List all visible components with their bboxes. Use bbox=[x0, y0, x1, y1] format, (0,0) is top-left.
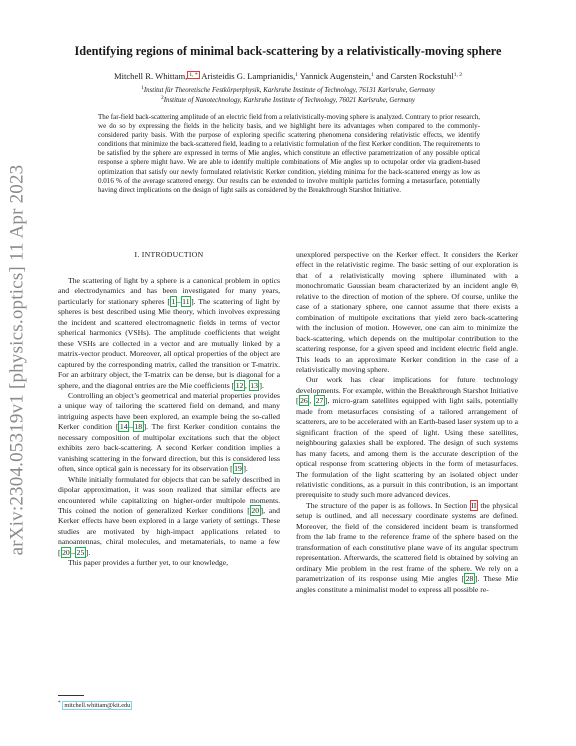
affiliation-mark: 2 bbox=[161, 95, 164, 101]
citation-link[interactable]: 13 bbox=[250, 380, 258, 390]
text-run: . The scattering of light by spheres is best described using Mie theory, which involves expressing the incident and scattered electromagnetic fields in terms of vector spherical harmonics (VSHs). The amplitude coefficients that weight these VSHs are collected in a vector and are mutually linked by a matrix-vector product. Moreover, all optical properties of the object are captured by the corresponding matrix, called the transition or T-matrix. For an arbitrary object, the T-matrix can be dense, but is diagonal for a sphere, and the diagonal entries are the Mie coefficients bbox=[58, 296, 281, 390]
left-column bbox=[58, 250, 280, 569]
citation-link[interactable]: 14 bbox=[119, 422, 128, 432]
text-run: , and Kerker effects have been explored in a large variety of settings. These studies are motivated by high-impact applications related to nanoantennas, chiral molecules, and metamaterials, to name a few bbox=[58, 505, 280, 547]
affiliation-text: Institut für Theoretische Festkörperphysik, Karlsruhe Institute of Technology, 76131 Karlsruhe, Germany bbox=[143, 87, 435, 94]
text-run: Our work has clear implications for future technology developments. For example, within the Breakthrough Starshot Initiative bbox=[296, 375, 518, 395]
text-run: the physical setup is outlined, and all necessary coordinate systems are defined. Moreover, the field of the considered incident beam is transformed from the lab frame to the reference frame of the sphere based on the transformation of each constitutive plane wave of its angular spectrum representation. Afterwards, the scattered field is obtained by solving an ordinary Mie problem in the rest frame of the sphere. We rely on a parametrization of its response using Mie angles bbox=[296, 500, 518, 584]
citation-link[interactable]: 1 bbox=[171, 296, 176, 306]
paragraph: The structure of the paper is as follows. In Section II the physical setup is outlined, and all necessary coordinate systems are defined. Moreover, the field of the considered incident beam is transformed from the lab frame to the reference frame of the sphere based on the transformation of each constitutive plane wave of its angular spectrum representation. Afterwards, the scattered field is obtained by solving an ordinary Mie problem in the rest frame of the sphere. We rely on a parametrization of its response using Mie angles [ 28 ]. These Mie angles constitute a minimalist model to express all possible re- bbox=[296, 500, 518, 594]
citation-link[interactable]: 19 bbox=[234, 464, 242, 474]
citation-link[interactable]: 27 bbox=[315, 396, 324, 406]
text-run: Controlling an object’s geometrical and material properties provides a unique way of tailoring the scattered field on demand, and many intriguing aspects have been explored, an example being the so-called Kerker condition bbox=[58, 390, 280, 432]
author-name: and Carsten Rockstuhl bbox=[373, 71, 454, 81]
footnote-mark: * bbox=[58, 700, 61, 706]
paragraph: This paper provides a further yet, to our knowledge, bbox=[68, 558, 229, 568]
text-run: The structure of the paper is as follows. In Section bbox=[306, 500, 470, 510]
author-name: Mitchell R. Whittam, bbox=[113, 71, 188, 81]
arxiv-identifier-sidebar bbox=[6, 120, 28, 600]
paragraph: unexplored perspective on the Kerker effect. It considers the Kerker effect in the relativistic regime. The basic setting of our exploration is that of a relativistically moving sphere illuminated with a monochromatic Gaussian beam characterized by an incident angle Θᵢ relative to the direction of motion of the sphere. Of course, unlike the case of a stationary sphere, one cannot assume that there exists a combination of multipole excitations that yield zero back-scattering with the inclusion of motion. However, one can aim to minimize the back-scattering, which depends on the multipolar contribution to the scattering response, for a given speed and incident electric field angle. This leads to an approximate Kerker condition in the case of a relativistically moving sphere. bbox=[296, 250, 518, 374]
paper-title: Identifying regions of minimal back-scattering by a relativistically-moving sphere bbox=[74, 44, 502, 58]
author-affiliation-mark[interactable]: 1, * bbox=[189, 72, 198, 78]
section-link[interactable]: II bbox=[471, 500, 477, 510]
text-run: While initially formulated for objects that can be safely described in dipolar approximation, it was soon realized that similar effects are encountered while capitalizing on higher-order multipole moments. This coined the notion of generalized Kerker conditions bbox=[58, 474, 280, 515]
author-affiliation-mark: 1, 2 bbox=[453, 72, 463, 78]
text-run: The scattering of light by a sphere is a canonical problem in optics and electrodynamics and has been investigated for many years, particularly for stationary spheres bbox=[58, 276, 280, 306]
footnote-divider bbox=[58, 695, 84, 696]
citation-link[interactable]: 25 bbox=[76, 547, 85, 557]
affiliation-2 bbox=[40, 94, 536, 105]
author-affiliation-mark: 1 bbox=[295, 72, 299, 78]
text-run: . The first Kerker condition contains the necessary composition of multipolar excitations such that the object exhibits zero back-scattering. A second Kerker condition implies a vanishing scattering in the forward direction, but this is considered less often, since optical gain is necessary for its observation bbox=[58, 422, 280, 474]
section-heading: I. INTRODUCTION bbox=[134, 250, 204, 259]
author-affiliation-mark: 1 bbox=[371, 72, 374, 78]
citation-link[interactable]: 26 bbox=[300, 396, 308, 406]
right-column bbox=[296, 250, 518, 595]
arxiv-identifier: arXiv:2304.05319v1 [physics.optics] 11 Apr 2023 bbox=[6, 164, 27, 556]
paragraph: While initially formulated for objects that can be safely described in dipolar approximation, it was soon realized that similar effects are encountered while capitalizing on higher-order multipole moments. This coined the notion of generalized Kerker conditions [ 20 ], and Kerker effects have been explored in a large variety of settings. These studies are motivated by high-impact applications related to nanoantennas, chiral molecules, and metamaterials, to name a few [ 20 – 25 ]. bbox=[58, 474, 280, 557]
citation-link[interactable]: 11 bbox=[182, 296, 190, 306]
paragraph: Our work has clear implications for future technology developments. For example, within the Breakthrough Starshot Initiative [ 26 , 27 ], micro-gram satellites equipped with light sails, potentially made from metasurfaces consisting of a tailored arrangement of scatterers, are to be accelerated with an Earth-based laser system up to a significant fraction of the speed of light. Using these satellites, neighbouring galaxies shall be explored. The design of such systems has many facets, and among them is the accurate description of the optical response from scattering objects in the form of metasurfaces. The formulation of the light scattering by an isolated object under relativistic conditions, as a pursuit in this contribution, is an important prerequisite to study such more advanced devices. bbox=[296, 375, 519, 500]
paragraph: Controlling an object’s geometrical and material properties provides a unique way of tailoring the scattered field on demand, and many intriguing aspects have been explored, an example being the so-called Kerker condition [ 14 – 18 ]. The first Kerker condition contains the necessary composition of multipolar excitations such that the object exhibits zero back-scattering. A second Kerker condition implies a vanishing scattering in the forward direction, but this is considered less often, since optical gain is necessary for its observation [ 19 ]. bbox=[58, 390, 280, 474]
author-name: Yannick Augenstein, bbox=[298, 71, 372, 81]
text-run: . bbox=[261, 380, 264, 390]
paragraph: The scattering of light by a sphere is a canonical problem in optics and electrodynamics and has been investigated for many years, particularly for stationary spheres [ 1 – 11 ]. The scattering of light by spheres is best described using Mie theory, which involves expressing the incident and scattered electromagnetic fields in terms of vector spherical harmonics (VSHs). The amplitude coefficients that weight these VSHs are collected in a vector and are mutually linked by a matrix-vector product. Moreover, all optical properties of the object are captured by the corresponding matrix, called the transition or T-matrix. For an arbitrary object, the T-matrix can be dense, but is diagonal for a sphere, and the diagonal entries are the Mie coefficients [ 12 , 13 ]. bbox=[58, 276, 281, 390]
text-run: . bbox=[245, 464, 248, 474]
text-run: , micro-gram satellites equipped with light sails, potentially made from metasurfaces consisting of a tailored arrangement of scatterers, are to be accelerated with an Earth-based laser system up to a significant fraction of the speed of light. Using these satellites, neighbouring galaxies shall be explored. The design of such systems has many facets, and among them is the accurate description of the optical response from scattering objects in the form of metasurfaces. The formulation of the light scattering by an isolated object under relativistic conditions, as a pursuit in this contribution, is an important prerequisite to study such more advanced devices. bbox=[296, 396, 519, 500]
text-run: . These Mie angles constitute a minimalist model to express all possible re- bbox=[296, 574, 518, 594]
citation-link[interactable]: 28 bbox=[465, 574, 474, 584]
citation-link[interactable]: 20 bbox=[251, 505, 260, 515]
citation-link[interactable]: 20 bbox=[62, 547, 70, 557]
author-name: Aristeidis G. Lamprianidis, bbox=[199, 71, 296, 81]
abstract: The far-field back-scattering amplitude of an electric field from a relativistically-moving sphere is analyzed. Contrary to prior research, we do so by expressing the fields in the helicity basis, and we highlight here its advantages when compared to the commonly-considered parity basis. With the purpose of exploring specific scattering phenomena considering relativistic effects, we identify conditions that minimize the back-scattered field, leading to a relativistic formulation of the first Kerker condition. The requirements to be satisfied by the sphere are expressed in terms of Mie angles, which constitute an effective parametrization of any possible optical response a sphere might have. We are able to identify multiple combinations of Mie angles up to octupolar order via gradient-based optimization that satisfy our newly formulated relativistic Kerker condition, yielding minima for the back-scattered energy as low as 0.016 % of the average scattered energy. Our results can be extended to involve multiple particles forming a metasurface, potentially having direct implications on the design of light sails as considered by the Breakthrough Starshot Initiative. bbox=[98, 113, 480, 194]
footnote bbox=[58, 699, 280, 710]
citation-link[interactable]: 18 bbox=[134, 422, 143, 432]
email-link[interactable]: mitchell.whittam@kit.edu bbox=[64, 702, 131, 709]
affiliation-mark: 1 bbox=[141, 85, 144, 91]
affiliation-text: Institute of Nanotechnology, Karlsruhe Institute of Technology, 76021 Karlsruhe, Germany bbox=[163, 97, 415, 104]
author-list bbox=[40, 70, 536, 82]
citation-link[interactable]: 12 bbox=[235, 380, 244, 390]
text-run: . bbox=[88, 547, 91, 557]
